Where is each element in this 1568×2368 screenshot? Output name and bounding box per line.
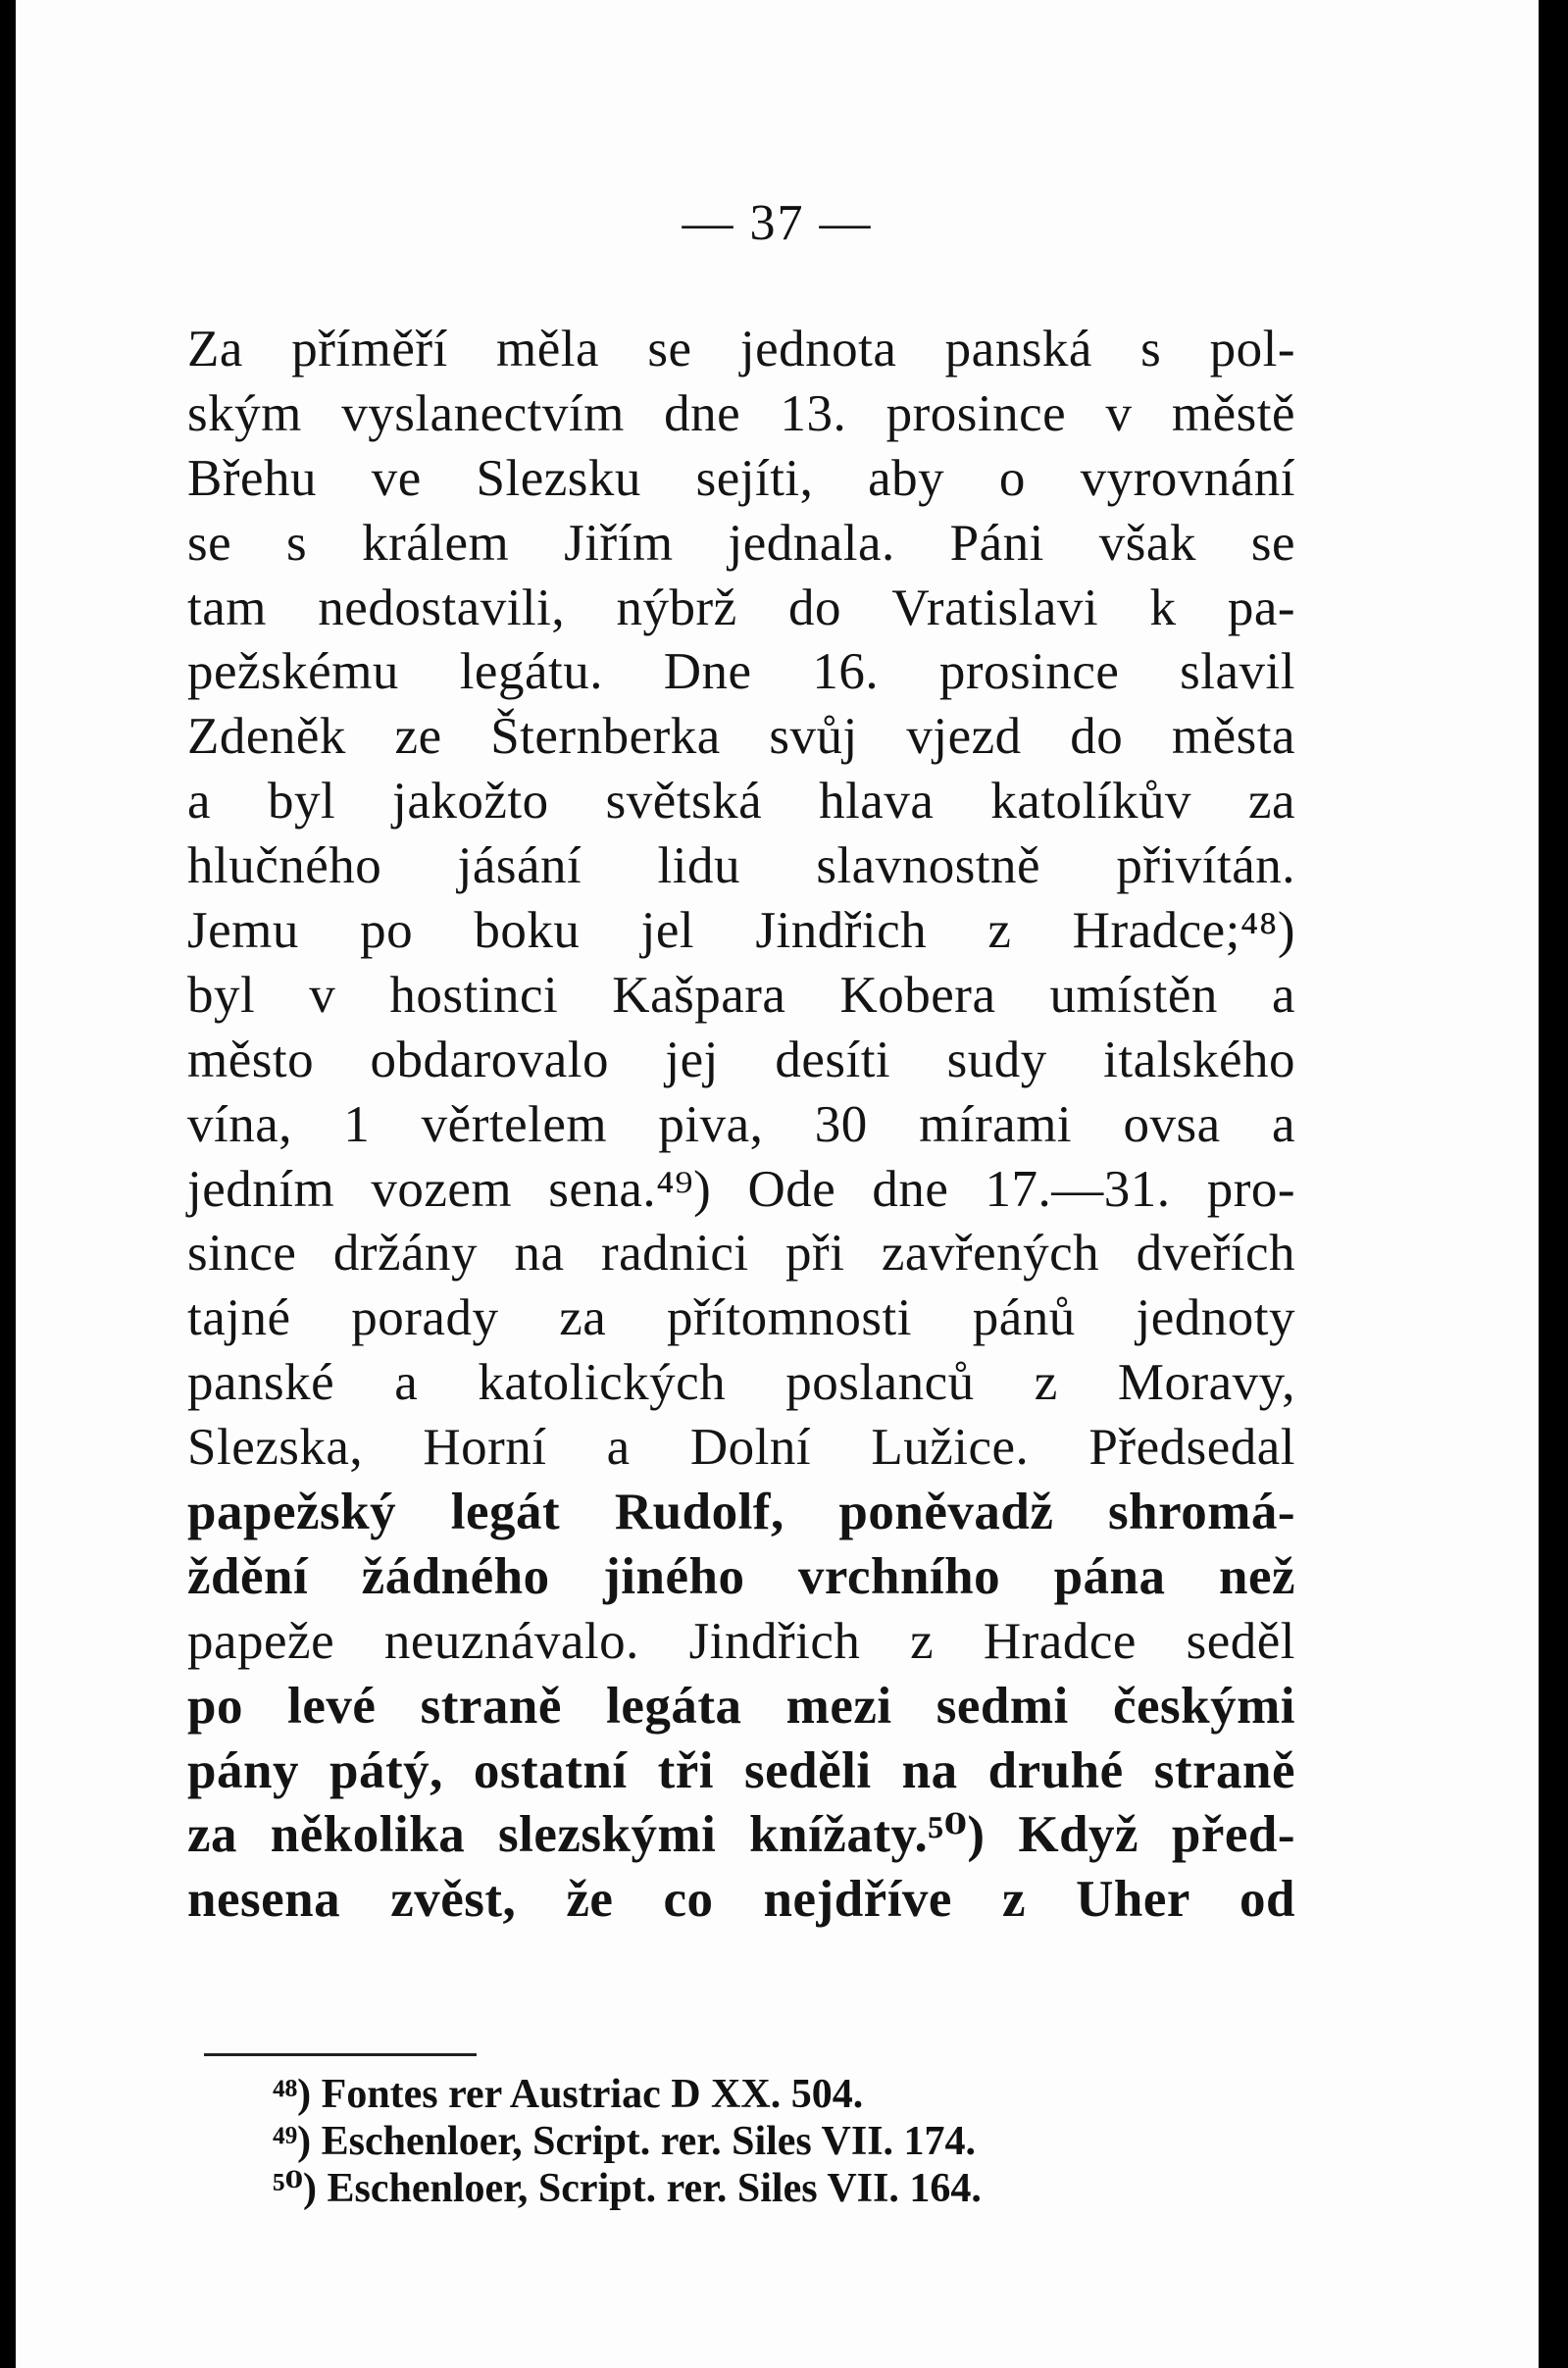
text-line: tajné porady za přítomnosti pánů jednoty xyxy=(187,1289,1295,1347)
text-line: papežský legát Rudolf, poněvadž shromá- xyxy=(187,1484,1295,1541)
text-line: po levé straně legáta mezi sedmi českými xyxy=(187,1677,1295,1735)
text-line: byl v hostinci Kašpara Kobera umístěn a xyxy=(187,966,1295,1024)
text-line: since držány na radnici při zavřených dveřích xyxy=(187,1225,1295,1283)
text-line: tam nedostavili, nýbrž do Vratislavi k pa- xyxy=(187,579,1295,636)
text-line: Za příměří měla se jednota panská s pol- xyxy=(187,321,1295,378)
text-line: Jemu po boku jel Jindřich z Hradce;⁴⁸) xyxy=(187,902,1295,960)
text-line: papeže neuznávalo. Jindřich z Hradce seděl xyxy=(187,1612,1295,1670)
page-number: — 37 — xyxy=(682,195,873,251)
footnote: ⁴⁹) Eschenloer, Script. rer. Siles VII. 174. xyxy=(273,2119,977,2164)
book-page xyxy=(16,0,1539,2368)
text-line: a byl jakožto světská hlava katolíkův za xyxy=(187,773,1295,831)
footnote: ⁴⁸) Fontes rer Austriac D XX. 504. xyxy=(273,2072,864,2117)
text-line: Zdeněk ze Šternberka svůj vjezd do města xyxy=(187,708,1295,766)
text-line: město obdarovalo jej desíti sudy italského xyxy=(187,1031,1295,1088)
text-line: se s králem Jiřím jednala. Páni však se xyxy=(187,514,1295,572)
text-line: ždění žádného jiného vrchního pána než xyxy=(187,1547,1295,1605)
footnotes xyxy=(273,2071,982,2212)
text-line: jedním vozem sena.⁴⁹) Ode dne 17.—31. pro- xyxy=(187,1160,1295,1218)
text-line: panské a katolických poslanců z Moravy, xyxy=(187,1354,1295,1412)
text-line: Slezska, Horní a Dolní Lužice. Předsedal xyxy=(187,1419,1295,1477)
footnote-divider xyxy=(204,2053,477,2056)
text-line: pány pátý, ostatní tři seděli na druhé straně xyxy=(187,1741,1295,1799)
text-line: ským vyslanectvím dne 13. prosince v městě xyxy=(187,384,1295,442)
text-line: Břehu ve Slezsku sejíti, aby o vyrovnání xyxy=(187,449,1295,507)
text-line: hlučného jásání lidu slavnostně přivítán. xyxy=(187,837,1295,895)
text-line: za několika slezskými knížaty.⁵⁰) Když před- xyxy=(187,1806,1295,1864)
text-line: nesena zvěst, že co nejdříve z Uher od xyxy=(187,1871,1295,1929)
footnote: ⁵⁰) Eschenloer, Script. rer. Siles VII. 164. xyxy=(273,2166,982,2211)
page-edge-shadow xyxy=(0,0,16,2368)
body-text xyxy=(187,318,1295,1933)
text-line: pežskému legátu. Dne 16. prosince slavil xyxy=(187,643,1295,701)
text-line: vína, 1 věrtelem piva, 30 mírami ovsa a xyxy=(187,1095,1295,1153)
